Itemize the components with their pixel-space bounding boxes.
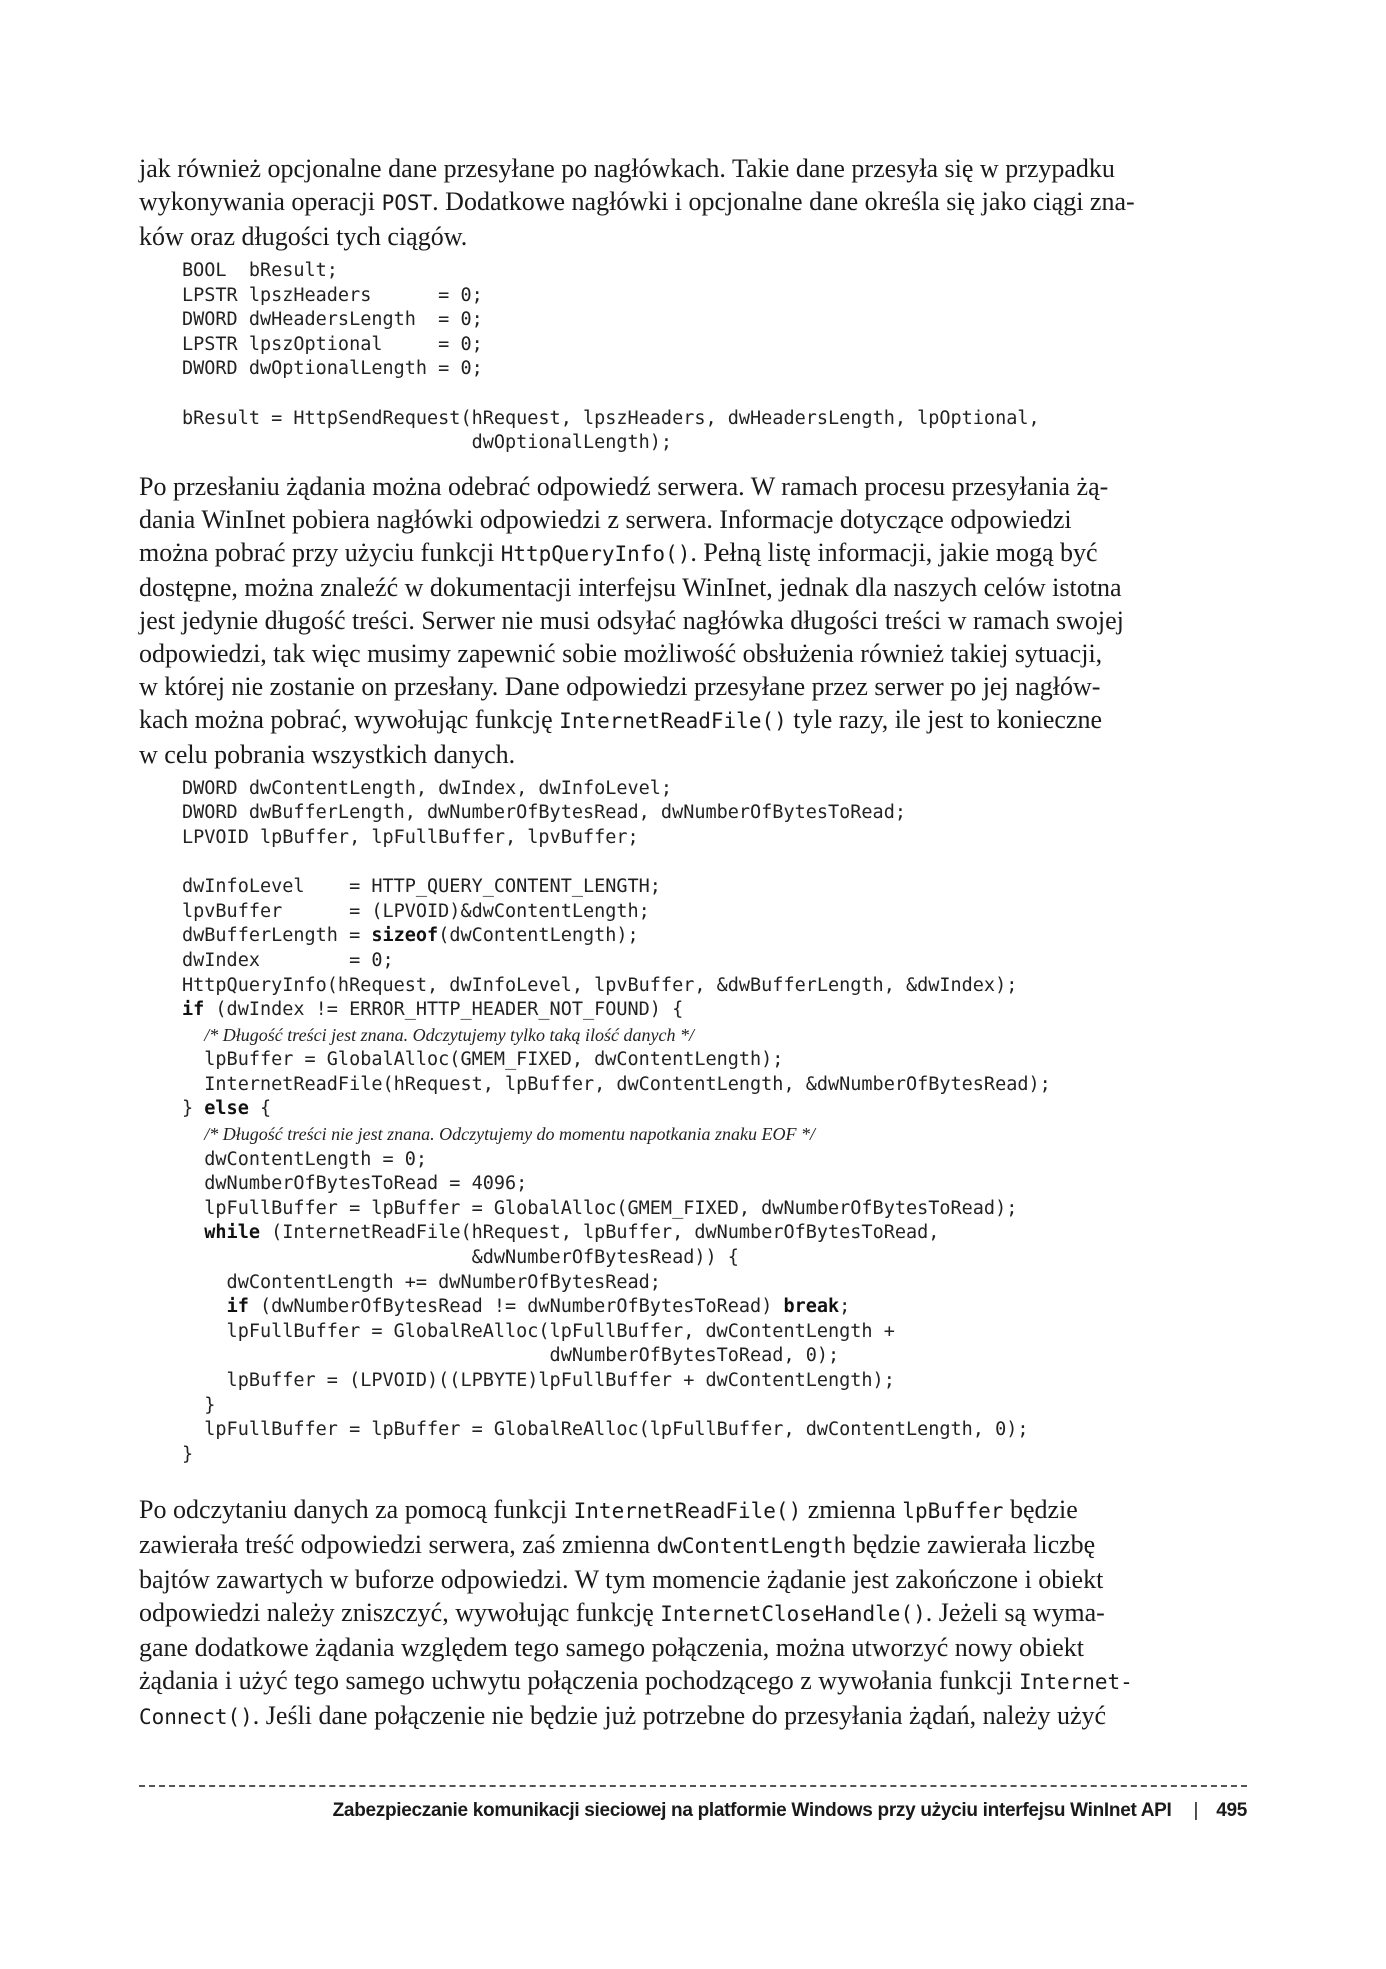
code-line: (dwNumberOfBytesRead != dwNumberOfBytesToRead) bbox=[248, 1296, 784, 1318]
code-line: DWORD dwOptionalLength = 0; bbox=[182, 358, 483, 380]
page-body bbox=[139, 152, 1247, 1734]
text-run: Po odczytaniu danych za pomocą funkcji bbox=[139, 1495, 574, 1525]
paragraph-intro bbox=[139, 152, 1247, 253]
code-line: dwOptionalLength); bbox=[182, 432, 673, 454]
code-line: HttpQueryInfo(hRequest, dwInfoLevel, lpvBuffer, &dwBufferLength, &dwIndex); bbox=[182, 974, 1018, 996]
code-line: dwIndex = 0; bbox=[182, 949, 394, 971]
inline-code-internetconnect: Internet- Connect() bbox=[139, 1670, 1133, 1730]
page-footer bbox=[139, 1800, 1247, 1822]
code-keyword: break bbox=[783, 1296, 840, 1318]
code-line: lpvBuffer = (LPVOID)&dwContentLength; bbox=[182, 900, 650, 922]
paragraph-after-read bbox=[139, 1493, 1247, 1734]
code-line: lpFullBuffer = lpBuffer = GlobalReAlloc(lpFullBuffer, dwContentLength, 0); bbox=[182, 1419, 1029, 1441]
text-run: . Jeśli dane połączenie nie będzie już potrzebne do przesyłania żądań, należy użyć bbox=[252, 1701, 1107, 1731]
text-run: . Pełną listę informacji, jakie mogą być dostępne, można znaleźć w dokumentacji interfejsu WinInet, jednak dla naszych celów istotna jest jedynie długość treści. Serwer nie musi odsyłać nagłówka długości treści w ramach swojej odpowiedzi, tak więc musimy zapewnić sobie możliwość obsłużenia również takiej sytuacji, w której nie zostanie on przesłany. Dane odpowiedzi przesyłane przez serwer po jej nagłów- kach można pobrać, wywołując funkcję bbox=[139, 537, 1124, 734]
code-keyword: else bbox=[204, 1098, 249, 1120]
inline-code-httpqueryinfo: HttpQueryInfo() bbox=[500, 541, 691, 566]
code-line: ; bbox=[839, 1296, 851, 1318]
code-line: dwNumberOfBytesToRead = 4096; bbox=[182, 1173, 528, 1195]
code-keyword: sizeof bbox=[371, 925, 439, 947]
code-keyword: while bbox=[204, 1222, 260, 1244]
code-line: } bbox=[182, 1098, 205, 1120]
text-run: zmienna bbox=[801, 1495, 903, 1525]
code-line: } bbox=[182, 1394, 216, 1416]
page-number: 495 bbox=[1216, 1800, 1247, 1821]
code-line: DWORD dwContentLength, dwIndex, dwInfoLevel; bbox=[182, 777, 673, 799]
code-keyword: if bbox=[182, 999, 205, 1021]
code-line: LPSTR lpszHeaders = 0; bbox=[182, 284, 483, 306]
text-run: Po przesłaniu żądania można odebrać odpowiedź serwera. W ramach procesu przesyłania żą- dania WinInet pobiera nagłówki odpowiedzi z serwera. Informacje dotyczące odpowiedzi można pobrać przy użyciu funkcji bbox=[139, 471, 1109, 567]
code-line: { bbox=[248, 1098, 272, 1120]
inline-code-internetreadfile: InternetReadFile() bbox=[573, 1499, 802, 1524]
code-line: LPSTR lpszOptional = 0; bbox=[182, 333, 483, 355]
code-line: lpBuffer = GlobalAlloc(GMEM_FIXED, dwContentLength); bbox=[182, 1049, 784, 1071]
code-comment: /* Długość treści jest znana. Odczytujemy tylko taką ilość danych */ bbox=[204, 1024, 695, 1045]
inline-code-dwcontentlength: dwContentLength bbox=[656, 1534, 847, 1559]
text-run: tyle razy, ile jest to konieczne w celu pobrania wszystkich danych. bbox=[139, 704, 1102, 769]
paragraph-response bbox=[139, 470, 1247, 771]
code-keyword: if bbox=[226, 1296, 249, 1318]
inline-code-internetreadfile: InternetReadFile() bbox=[559, 708, 787, 733]
code-listing-send-request bbox=[139, 259, 1247, 456]
inline-code-internetclosehandle: InternetCloseHandle() bbox=[660, 1602, 926, 1627]
code-line: (dwIndex != ERROR_HTTP_HEADER_NOT_FOUND) { bbox=[204, 999, 684, 1021]
text-run: . Jeżeli są wyma- gane dodatkowe żądania względem tego samego połączenia, można utworzyć nowy obiekt żądania i użyć tego samego uchwytu połączenia pochodzącego z wywołania funkcji bbox=[139, 1598, 1105, 1696]
footer-separator: | bbox=[1193, 1800, 1199, 1821]
inline-code-lpbuffer: lpBuffer bbox=[902, 1499, 1004, 1524]
text-run: będzie zawierała treść odpowiedzi serwera, zaś zmienna bbox=[139, 1495, 1078, 1560]
code-line: lpBuffer = (LPVOID)((LPBYTE)lpFullBuffer + dwContentLength); bbox=[182, 1370, 895, 1391]
code-line: DWORD dwHeadersLength = 0; bbox=[182, 309, 483, 331]
code-line: lpFullBuffer = lpBuffer = GlobalAlloc(GMEM_FIXED, dwNumberOfBytesToRead); bbox=[182, 1197, 1018, 1219]
running-title: Zabezpieczanie komunikacji sieciowej na platformie Windows przy użyciu interfejsu WinInet API bbox=[332, 1800, 1172, 1821]
code-line: DWORD dwBufferLength, dwNumberOfBytesRead, dwNumberOfBytesToRead; bbox=[182, 802, 906, 824]
code-line: dwBufferLength = bbox=[182, 925, 372, 947]
code-line: bResult = HttpSendRequest(hRequest, lpszHeaders, dwHeadersLength, lpOptional, bbox=[182, 407, 1040, 429]
code-line: LPVOID lpBuffer, lpFullBuffer, lpvBuffer; bbox=[182, 826, 639, 848]
code-comment: /* Długość treści nie jest znana. Odczytujemy do momentu napotkania znaku EOF */ bbox=[204, 1124, 816, 1145]
code-line: } bbox=[182, 1443, 194, 1465]
footer-divider bbox=[139, 1785, 1247, 1787]
code-line: dwContentLength = 0; bbox=[182, 1148, 428, 1170]
text-run: . Dodatkowe nagłówki i opcjonalne dane określa się jako ciągi zna- ków oraz długości tych ciągów. bbox=[139, 187, 1135, 251]
code-line: dwInfoLevel = HTTP_QUERY_CONTENT_LENGTH; bbox=[182, 876, 661, 898]
code-line: lpFullBuffer = GlobalReAlloc(lpFullBuffer, dwContentLength + bbox=[182, 1320, 895, 1342]
text-run: jak również opcjonalne dane przesyłane po nagłówkach. Takie dane przesyła się w przypadku wykonywania operacji bbox=[139, 154, 1115, 216]
inline-code-post: POST bbox=[381, 191, 433, 215]
code-listing-read-response bbox=[139, 777, 1247, 1468]
code-line: BOOL bResult; bbox=[182, 260, 338, 281]
code-line: dwContentLength += dwNumberOfBytesRead; bbox=[182, 1271, 661, 1293]
code-line: InternetReadFile(hRequest, lpBuffer, dwContentLength, &dwNumberOfBytesRead); bbox=[182, 1073, 1051, 1095]
code-line: dwNumberOfBytesToRead, 0); bbox=[182, 1345, 840, 1367]
code-line: &dwNumberOfBytesRead)) { bbox=[182, 1247, 739, 1269]
code-line: (dwContentLength); bbox=[438, 925, 639, 947]
text-run: będzie zawierała liczbę bajtów zawartych w buforze odpowiedzi. W tym momencie żądanie jest zakończone i obiekt odpowiedzi należy zniszczyć, wywołując funkcję bbox=[139, 1530, 1104, 1628]
code-line: (InternetReadFile(hRequest, lpBuffer, dwNumberOfBytesToRead, bbox=[259, 1222, 940, 1244]
